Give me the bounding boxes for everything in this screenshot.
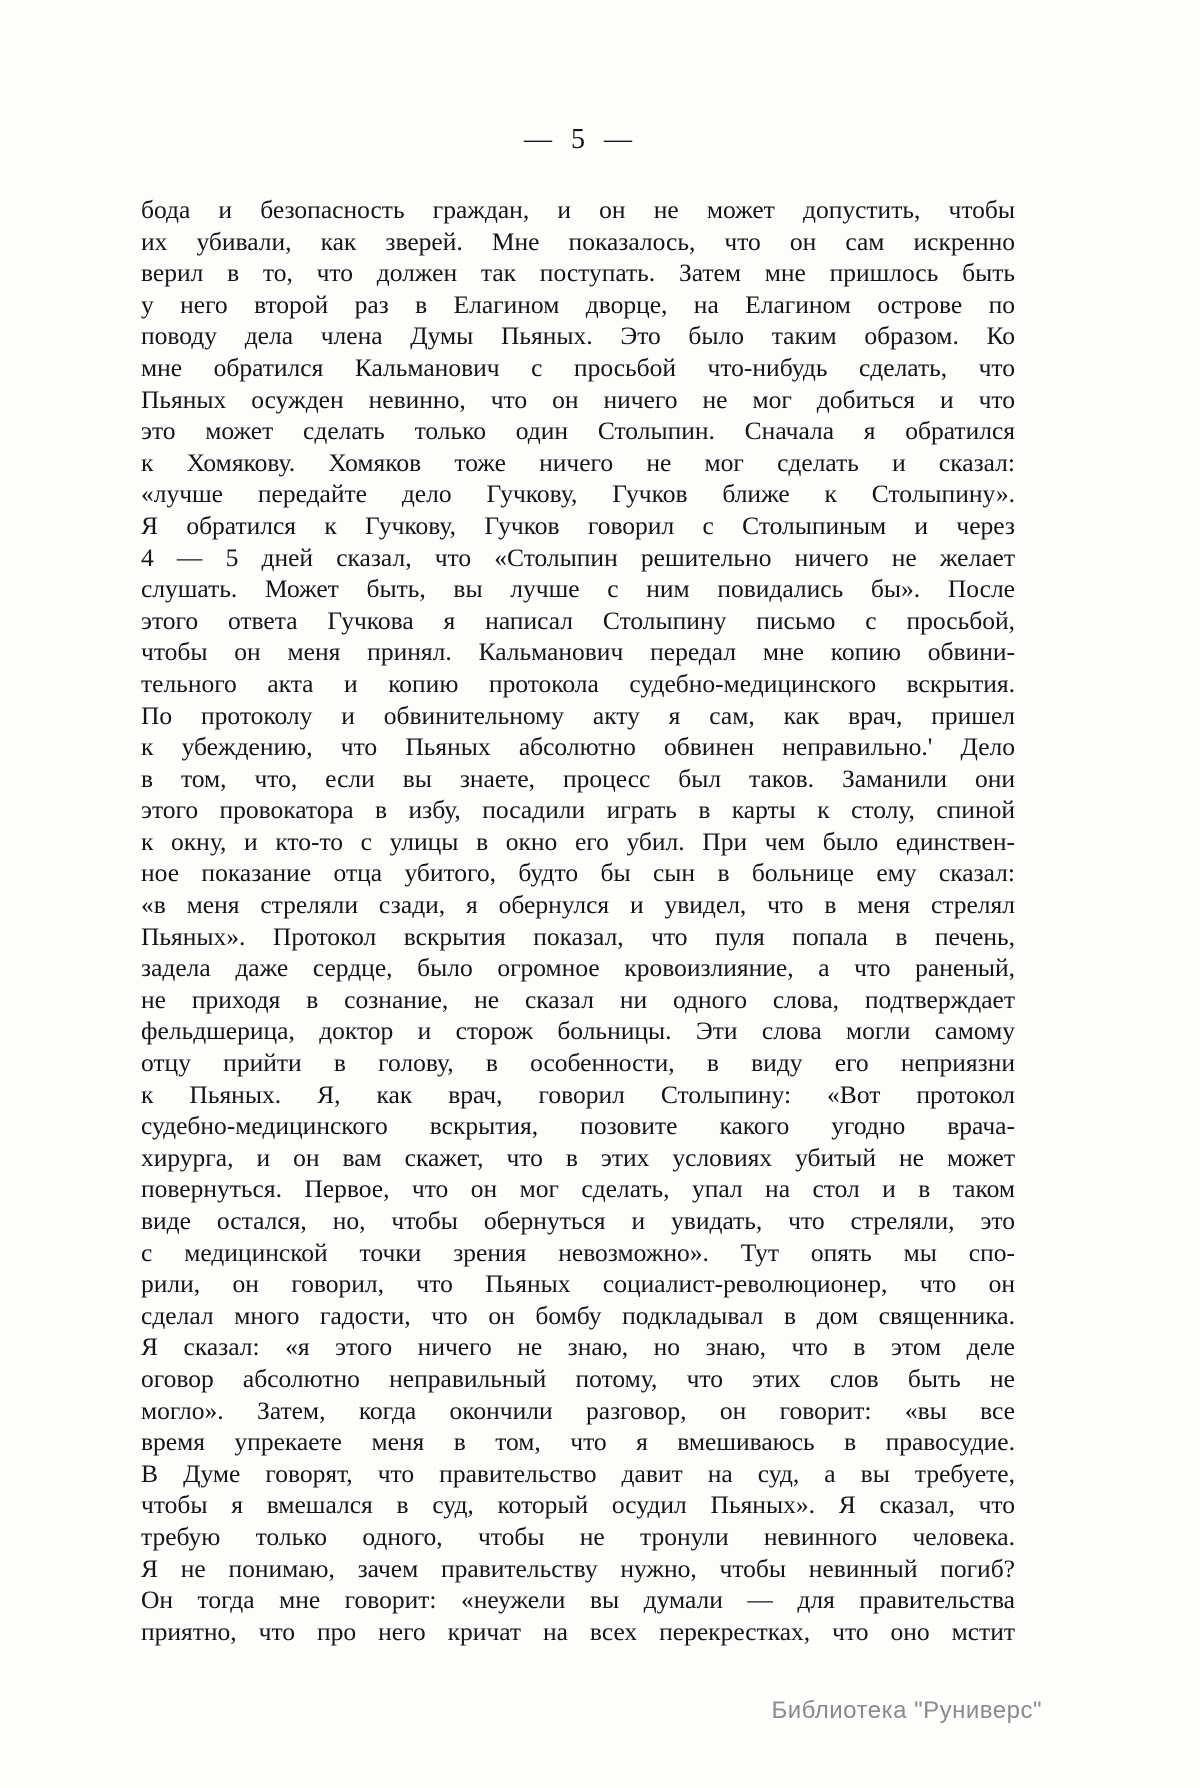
text-line: задела даже сердце, было огромное кровоизлияние, а что раненый, xyxy=(141,953,1015,983)
text-line: их убивали, как зверей. Мне показалось, что он сам искренно xyxy=(141,226,1015,256)
text-line: у него второй раз в Елагином дворце, на Елагином острове по xyxy=(141,289,1015,319)
text-line: По протоколу и обвинительному акту я сам, как врач, пришел xyxy=(141,700,1015,730)
text-line: к убеждению, что Пьяных абсолютно обвинен неправильно.' Дело xyxy=(141,732,1015,762)
text-line: фельдшерица, доктор и сторож больницы. Эти слова могли самому xyxy=(141,1016,1015,1046)
body-text xyxy=(141,194,1015,1647)
text-line: повернуться. Первое, что он мог сделать, упал на стол и в таком xyxy=(141,1174,1015,1204)
text-line: это может сделать только один Столыпин. Сначала я обратился xyxy=(141,416,1015,446)
text-line: требую только одного, чтобы не тронули невинного человека. xyxy=(141,1521,1015,1551)
text-line: Он тогда мне говорит: «неужели вы думали — для правительства xyxy=(141,1585,1015,1615)
text-line: верил в то, что должен так поступать. Затем мне пришлось быть xyxy=(141,258,1015,288)
text-line: к окну, и кто-то с улицы в окно его убил. При чем было единствен- xyxy=(141,826,1015,856)
text-line: отцу прийти в голову, в особенности, в виду его неприязни xyxy=(141,1048,1015,1078)
text-line: В Думе говорят, что правительство давит на суд, а вы требуете, xyxy=(141,1458,1015,1488)
text-line: Пьяных». Протокол вскрытия показал, что пуля попала в печень, xyxy=(141,921,1015,951)
text-line: рили, он говорил, что Пьяных социалист-революционер, что он xyxy=(141,1269,1015,1299)
text-line: тельного акта и копию протокола судебно-медицинского вскрытия. xyxy=(141,668,1015,698)
text-line: мне обратился Кальманович с просьбой что-нибудь сделать, что xyxy=(141,352,1015,382)
text-line: оговор абсолютно неправильный потому, что этих слов быть не xyxy=(141,1363,1015,1393)
text-line: приятно, что про него кричат на всех перекрестках, что оно мстит xyxy=(141,1616,1015,1646)
text-line: хирурга, и он вам скажет, что в этих условиях убитый не может xyxy=(141,1142,1015,1172)
text-line: Я сказал: «я этого ничего не знаю, но знаю, что в этом деле xyxy=(141,1332,1015,1362)
page-number-header: — 5 — xyxy=(524,124,632,155)
text-line: чтобы я вмешался в суд, который осудил Пьяных». Я сказал, что xyxy=(141,1490,1015,1520)
text-line: судебно-медицинского вскрытия, позовите какого угодно врача- xyxy=(141,1111,1015,1141)
text-line: Я не понимаю, зачем правительству нужно, чтобы невинный погиб? xyxy=(141,1553,1015,1583)
text-line: Я обратился к Гучкову, Гучков говорил с Столыпиным и через xyxy=(141,510,1015,540)
text-line: сделал много гадости, что он бомбу подкладывал в дом священника. xyxy=(141,1300,1015,1330)
text-line: к Хомякову. Хомяков тоже ничего не мог сделать и сказал: xyxy=(141,447,1015,477)
text-line: в том, что, если вы знаете, процесс был таков. Заманили они xyxy=(141,763,1015,793)
library-watermark: Библиотека "Руниверс" xyxy=(771,1697,1042,1724)
text-line: с медицинской точки зрения невозможно». Тут опять мы спо- xyxy=(141,1237,1015,1267)
text-line: Пьяных осужден невинно, что он ничего не мог добиться и что xyxy=(141,384,1015,414)
text-line: виде остался, но, чтобы обернуться и увидать, что стреляли, это xyxy=(141,1206,1015,1235)
text-line: этого ответа Гучкова я написал Столыпину письмо с просьбой, xyxy=(141,605,1015,635)
text-line: слушать. Может быть, вы лучше с ним повидались бы». После xyxy=(141,574,1015,604)
text-line: время упрекаете меня в том, что я вмешиваюсь в правосудие. xyxy=(141,1427,1015,1457)
text-line: ное показание отца убитого, будто бы сын в больнице ему сказал: xyxy=(141,858,1015,888)
text-line: этого провокатора в избу, посадили играть в карты к столу, спиной xyxy=(141,795,1015,825)
text-line: не приходя в сознание, не сказал ни одного слова, подтверждает xyxy=(141,984,1015,1014)
text-line: чтобы он меня принял. Кальманович передал мне копию обвини- xyxy=(141,637,1015,667)
text-line: «в меня стреляли сзади, я обернулся и увидел, что в меня стрелял xyxy=(141,890,1015,920)
text-line: к Пьяных. Я, как врач, говорил Столыпину: «Вот протокол xyxy=(141,1079,1015,1109)
text-line: бода и безопасность граждан, и он не может допустить, чтобы xyxy=(141,195,1015,224)
text-line: могло». Затем, когда окончили разговор, он говорит: «вы все xyxy=(141,1395,1015,1425)
text-line: 4 — 5 дней сказал, что «Столыпин решительно ничего не желает xyxy=(141,542,1015,572)
text-line: поводу дела члена Думы Пьяных. Это было таким образом. Ко xyxy=(141,321,1015,351)
text-line: «лучше передайте дело Гучкову, Гучков ближе к Столыпину». xyxy=(141,479,1015,509)
